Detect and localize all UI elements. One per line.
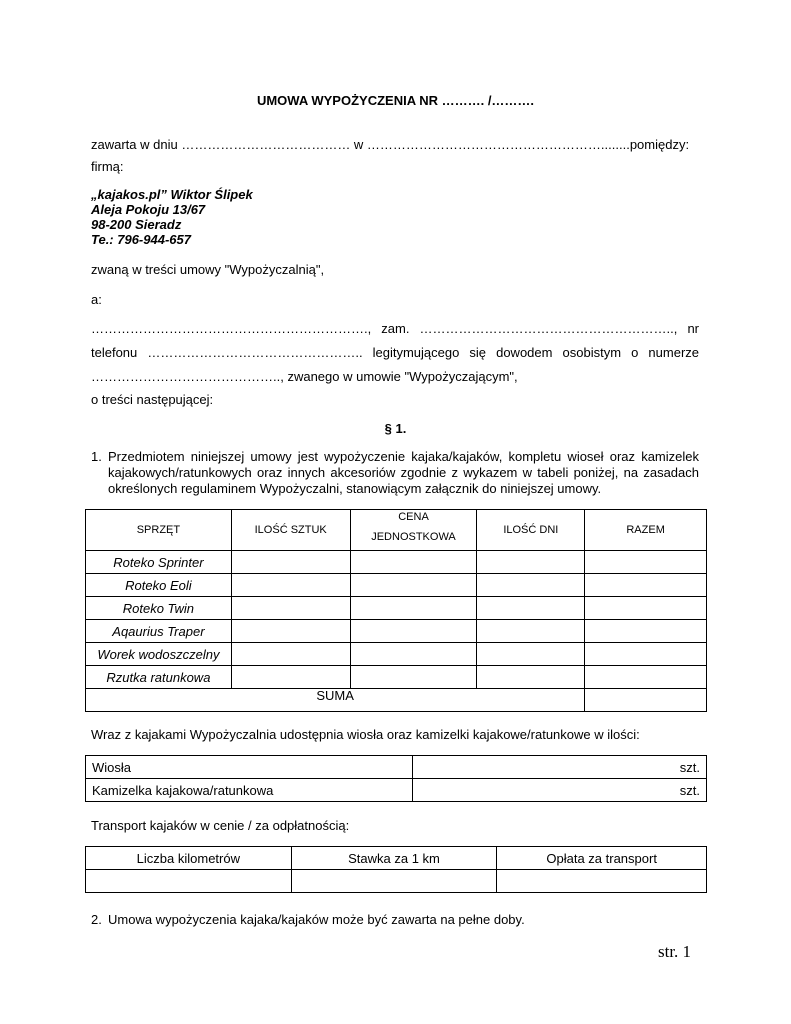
document-title: UMOWA WYPOŻYCZENIA NR ………. /………. — [256, 93, 535, 108]
para2-text: Umowa wypożyczenia kajaka/kajaków może być zawarta na pełne doby. — [108, 912, 525, 927]
total-cell[interactable] — [585, 574, 707, 597]
table-row — [86, 779, 707, 802]
contract-date-line — [91, 137, 690, 153]
km-cell[interactable] — [86, 870, 292, 893]
para1-line-2: kajakowych/ratunkowych oraz innych akcesoriów zgodnie z wykazem w tabeli poniżej, na zasadach — [108, 465, 699, 480]
transport-header-row — [86, 847, 707, 870]
sum-label: SUMA — [86, 689, 585, 712]
party-line-4: o treści następującej: — [91, 392, 214, 407]
section-heading: § 1. — [384, 421, 407, 436]
para1-line-3: określonych regulaminem Wypożyczalni, stanowiącym załącznik do niniejszej umowy. — [108, 481, 602, 496]
equipment-table — [85, 509, 707, 712]
table-row — [86, 666, 707, 689]
table-row — [86, 643, 707, 666]
rate-cell[interactable] — [291, 870, 497, 893]
vest-qty-cell[interactable]: szt. — [412, 779, 706, 802]
price-cell[interactable] — [350, 574, 477, 597]
total-cell[interactable] — [585, 620, 707, 643]
qty-cell[interactable] — [231, 620, 350, 643]
company-phone: Te.: 796-944-657 — [91, 232, 191, 247]
table-row — [86, 574, 707, 597]
header-cena-line2: JEDNOSTKOWA — [371, 531, 456, 543]
price-cell[interactable] — [350, 666, 477, 689]
para1-line-1: Przedmiotem niniejszej umowy jest wypożyczenie kajaka/kajaków, kompletu wioseł oraz kamizelek — [108, 449, 699, 464]
total-cell[interactable] — [585, 551, 707, 574]
word: o — [631, 345, 639, 360]
residence-label: zam. — [381, 321, 410, 336]
header-cena — [350, 510, 477, 551]
days-cell[interactable] — [477, 597, 585, 620]
header-km: Liczba kilometrów — [86, 847, 292, 870]
qty-cell[interactable] — [231, 551, 350, 574]
days-cell[interactable] — [477, 574, 585, 597]
item-name: Aqaurius Traper — [86, 620, 232, 643]
table-row — [86, 597, 707, 620]
equipment-header-row — [86, 510, 707, 551]
total-cell[interactable] — [585, 597, 707, 620]
header-dni: ILOŚĆ DNI — [477, 510, 585, 551]
item-name: Rzutka ratunkowa — [86, 666, 232, 689]
party-phone-field: ………………………………………….. — [147, 345, 363, 360]
para1-number: 1. — [91, 449, 102, 464]
company-city: 98-200 Sieradz — [91, 217, 182, 232]
sum-row — [86, 689, 707, 712]
a-label: a: — [91, 292, 102, 307]
party-name-field: ………………………………………………………., — [91, 321, 372, 336]
header-fee: Opłata za transport — [497, 847, 707, 870]
paddles-label: Wiosła — [86, 756, 413, 779]
header-rate: Stawka za 1 km — [291, 847, 497, 870]
table-row — [86, 551, 707, 574]
days-cell[interactable] — [477, 551, 585, 574]
qty-cell[interactable] — [231, 643, 350, 666]
company-street: Aleja Pokoju 13/67 — [91, 202, 206, 217]
paddles-qty-cell[interactable]: szt. — [412, 756, 706, 779]
price-cell[interactable] — [350, 643, 477, 666]
rental-definition: zwaną w treści umowy "Wypożyczalnią", — [91, 262, 325, 277]
header-ilosc: ILOŚĆ SZTUK — [231, 510, 350, 551]
price-cell[interactable] — [350, 597, 477, 620]
party-line-3: …………………………………….., zwanego w umowie "Wypożyczającym", — [91, 369, 518, 384]
qty-cell[interactable] — [231, 666, 350, 689]
total-cell[interactable] — [585, 643, 707, 666]
party-address-field: ………………………………………………….., — [419, 321, 678, 336]
word: się — [469, 345, 487, 360]
party-line-2 — [91, 345, 699, 361]
item-name: Roteko Twin — [86, 597, 232, 620]
item-name: Worek wodoszczelny — [86, 643, 232, 666]
vest-label: Kamizelka kajakowa/ratunkowa — [86, 779, 413, 802]
word: osobistym — [562, 345, 622, 360]
firma-label: firmą: — [91, 159, 124, 174]
header-razem: RAZEM — [585, 510, 707, 551]
company-name: „kajakos.pl” Wiktor Ślipek — [91, 187, 253, 202]
days-cell[interactable] — [477, 620, 585, 643]
word: dowodem — [496, 345, 553, 360]
item-name: Roteko Eoli — [86, 574, 232, 597]
page-number: str. 1 — [658, 942, 692, 961]
days-cell[interactable] — [477, 666, 585, 689]
transport-intro: Transport kajaków w cenie / za odpłatnością: — [91, 818, 350, 833]
para2-number: 2. — [91, 912, 102, 927]
between-label: pomiędzy: — [629, 137, 690, 152]
contract-date-place: zawarta w dniu ………………………………… w ………………………………………………........ — [91, 137, 630, 152]
paddles-table — [85, 755, 707, 802]
total-cell[interactable] — [585, 666, 707, 689]
nr-label: nr — [687, 321, 699, 336]
party-line-1 — [91, 321, 699, 337]
item-name: Roteko Sprinter — [86, 551, 232, 574]
word: legitymującego — [372, 345, 460, 360]
transport-table — [85, 846, 707, 893]
word: numerze — [648, 345, 699, 360]
paddles-intro: Wraz z kajakami Wypożyczalnia udostępnia wiosła oraz kamizelki kajakowe/ratunkowe w ilości: — [91, 727, 640, 742]
table-row — [86, 756, 707, 779]
phone-label: telefonu — [91, 345, 138, 360]
fee-cell[interactable] — [497, 870, 707, 893]
table-row — [86, 870, 707, 893]
table-row — [86, 620, 707, 643]
days-cell[interactable] — [477, 643, 585, 666]
qty-cell[interactable] — [231, 574, 350, 597]
qty-cell[interactable] — [231, 597, 350, 620]
header-sprzet: SPRZĘT — [86, 510, 232, 551]
price-cell[interactable] — [350, 620, 477, 643]
sum-total-cell[interactable] — [585, 689, 707, 712]
price-cell[interactable] — [350, 551, 477, 574]
header-cena-line1: CENA — [398, 511, 429, 523]
